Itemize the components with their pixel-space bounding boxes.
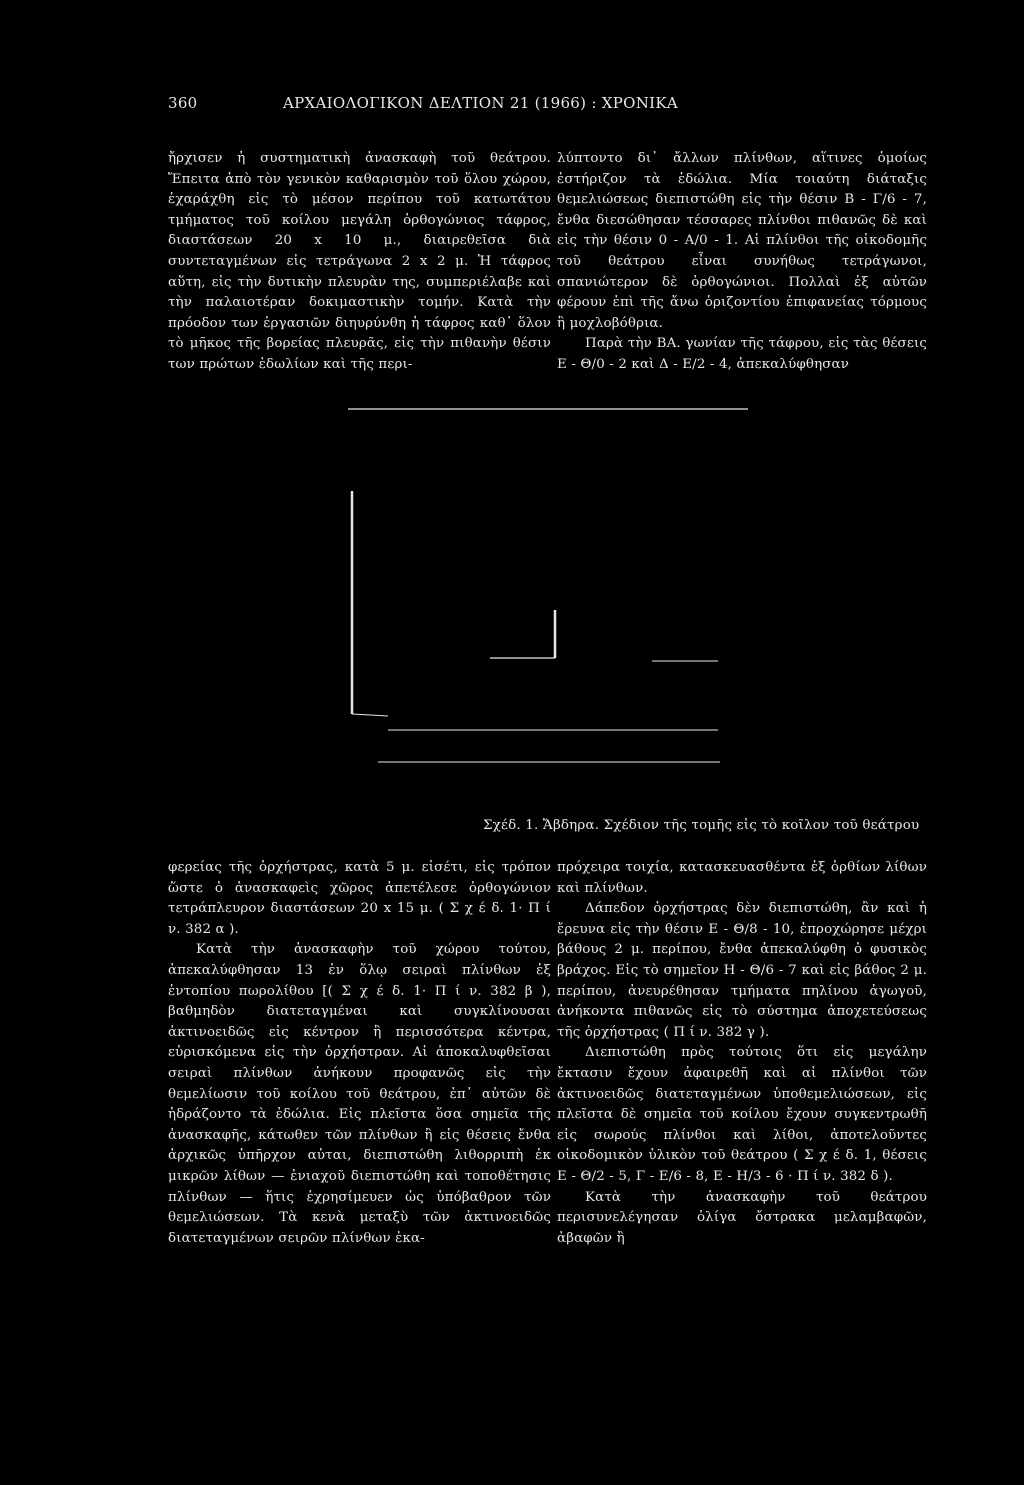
text-column-top-right: [557, 149, 927, 376]
section-drawing-figure: [340, 400, 760, 780]
paragraph: Κατὰ τὴν ἀνασκαφὴν τοῦ θεάτρου περισυνελέγησαν ὀλίγα ὄστρακα μελαμβαφῶν, ἀβαφῶν ἢ: [557, 1189, 927, 1246]
paragraph: Παρὰ τὴν ΒΑ. γωνίαν τῆς τάφρου, εἰς τὰς θέσεις Ε - Θ/0 - 2 καὶ Δ - Ε/2 - 4, ἀπεκαλύφθησαν: [557, 336, 927, 372]
figure-caption: Σχέδ. 1. Ἄβδηρα. Σχέδιον τῆς τομῆς εἰς τὸ κοῖλον τοῦ θεάτρου: [483, 818, 920, 833]
running-title: ΑΡΧΑΙΟΛΟΓΙΚΟΝ ΔΕΛΤΙΟΝ 21 (1966) : ΧΡΟΝΙΚΑ: [283, 94, 679, 112]
section-drawing: [340, 400, 760, 780]
paragraph: ἤρχισεν ἡ συστηματικὴ ἀνασκαφὴ τοῦ θεάτρου. Ἔπειτα ἀπὸ τὸν γενικὸν καθαρισμὸν τοῦ ὅλου χώρου, ἐχαράχθη εἰς τὸ μέσον περίπου τοῦ κατωτάτου τμήματος τοῦ κοίλου μεγάλη ὀρθογώνιος τάφρος, διαστάσεων 20 x 10 μ., διαιρεθεῖσα διὰ συντεταγμένων εἰς τετράγωνα 2 x 2 μ. Ἡ τάφρος αὕτη, εἰς τὴν δυτικὴν πλευρὰν της, συμπεριέλαβε καὶ τὴν παλαιοτέραν δοκιμαστικὴν τομήν. Κατὰ τὴν πρόοδον των ἐργασιῶν διηυρύνθη ἡ τάφρος καθ᾿ ὅλον τὸ μῆκος τῆς βορείας πλευρᾶς, εἰς τὴν πιθανὴν θέσιν των πρώτων ἑδωλίων καὶ τῆς περι-: [168, 151, 551, 372]
paragraph: Διεπιστώθη πρὸς τούτοις ὅτι εἰς μεγάλην ἔκτασιν ἔχουν ἀφαιρεθῆ καὶ αἱ πλίνθοι τῶν ἀκτινοειδῶς διατεταγμένων ὑποθεμελιώσεων, εἰς πλεῖστα δὲ σημεῖα τοῦ κοίλου ἔχουν συγκεντρωθῆ εἰς σωρούς πλίνθοι καὶ λίθοι, ἀποτελοῦντες οἰκοδομικὸν ὑλικὸν τοῦ θεάτρου ( Σ χ έ δ. 1, θέσεις Ε - Θ/2 - 5, Γ - Ε/6 - 8, Ε - Η/3 - 6 · Π ί ν. 382 δ ).: [557, 1045, 927, 1184]
text-column-top-left: [168, 149, 551, 376]
paragraph: φερείας τῆς ὀρχήστρας, κατὰ 5 μ. εἰσέτι, εἰς τρόπον ὥστε ὁ ἀνασκαφεὶς χῶρος ἀπετέλεσε ὀρθογώνιον τετράπλευρον διαστάσεων 20 x 15 μ. ( Σ χ έ δ. 1· Π ί ν. 382 α ).: [168, 860, 551, 937]
text-column-bottom-left: [168, 858, 551, 1249]
text-column-bottom-right: [557, 858, 927, 1249]
bottom-left-stub: [352, 714, 388, 716]
paragraph: λύπτοντο δι᾿ ἄλλων πλίνθων, αἵτινες ὁμοίως ἐστήριζον τὰ ἑδώλια. Μία τοιαύτη διάταξις θεμελιώσεως διεπιστώθη εἰς τὴν θέσιν Β - Γ/6 - 7, ἔνθα διεσώθησαν τέσσαρες πλίνθοι πιθανῶς δὲ καὶ εἰς τὴν θέσιν 0 - Α/0 - 1. Αἱ πλίνθοι τῆς οἰκοδομῆς τοῦ θεάτρου εἶναι συνήθως τετράγωνοι, σπανιώτερον δὲ ὀρθογώνιοι. Πολλαὶ ἐξ αὐτῶν φέρουν ἐπὶ τῆς ἄνω ὁριζοντίου ἐπιφανείας τόρμους ἢ μοχλοβόθρια.: [557, 151, 927, 331]
page-number: 360: [168, 94, 198, 112]
paragraph: Δάπεδον ὀρχήστρας δὲν διεπιστώθη, ἂν καὶ ἡ ἔρευνα εἰς τὴν θέσιν Ε - Θ/8 - 10, ἐπροχώρησε μέχρι βάθους 2 μ. περίπου, ἔνθα ἀπεκαλύφθη ὁ φυσικὸς βράχος. Εἰς τὸ σημεῖον Η - Θ/6 - 7 καὶ εἰς βάθος 2 μ. περίπου, ἀνευρέθησαν τμήματα πηλίνου ἀγωγοῦ, ἀνήκοντα πιθανῶς εἰς τὸ σύστημα ἀποχετεύσεως τῆς ὀρχήστρας ( Π ί ν. 382 γ ).: [557, 901, 927, 1040]
paragraph: Κατὰ τὴν ἀνασκαφὴν τοῦ χώρου τούτου, ἀπεκαλύφθησαν 13 ἐν ὅλῳ σειραὶ πλίνθων ἐξ ἐντοπίου πωρολίθου [( Σ χ έ δ. 1· Π ί ν. 382 β ), βαθμηδὸν διατεταγμέναι καὶ συγκλίνουσαι ἀκτινοειδῶς εἰς κέντρον ἢ περισσότερα κέντρα, εὑρισκόμενα εἰς τὴν ὀρχήστραν. Αἱ ἀποκαλυφθεῖσαι σειραὶ πλίνθων ἀνήκουν προφανῶς εἰς τὴν θεμελίωσιν τοῦ κοίλου τοῦ θεάτρου, ἐπ᾿ αὐτῶν δὲ ἡδράζοντο τὰ ἑδώλια. Εἰς πλεῖστα ὅσα σημεῖα τῆς ἀνασκαφῆς, κάτωθεν τῶν πλίνθων ἢ εἰς θέσεις ἔνθα ἀρχικῶς ὑπῆρχον αὐται, διεπιστώθη λιθορριπὴ ἐκ μικρῶν λίθων — ἐνιαχοῦ διεπιστώθη καὶ τοποθέτησις πλίνθων — ἥτις ἐχρησίμευεν ὡς ὑπόβαθρον τῶν θεμελιώσεων. Τὰ κενὰ μεταξὺ τῶν ἀκτινοειδῶς διατεταγμένων σειρῶν πλίνθων ἐκα-: [168, 942, 551, 1246]
paragraph: πρόχειρα τοιχία, κατασκευασθέντα ἐξ ὀρθίων λίθων καὶ πλίνθων.: [557, 860, 927, 896]
